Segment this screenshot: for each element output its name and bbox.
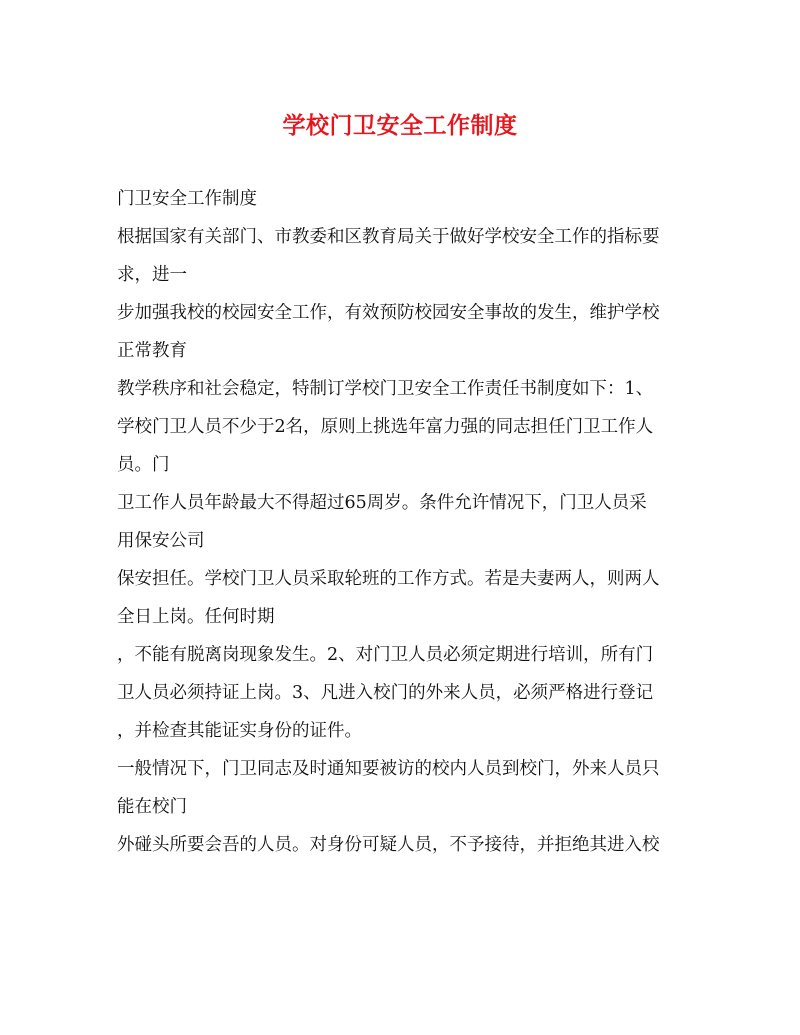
body-line: 用保安公司 xyxy=(117,531,205,551)
body-line: 全日上岗。任何时期 xyxy=(117,607,275,627)
body-line: 步加强我校的校园安全工作，有效预防校园安全事故的发生，维护学校 xyxy=(117,303,660,323)
document-title: 学校门卫安全工作制度 xyxy=(282,113,518,139)
body-line: 门卫安全工作制度 xyxy=(117,189,257,209)
body-line: 保安担任。学校门卫人员采取轮班的工作方式。若是夫妻两人，则两人 xyxy=(117,569,660,589)
body-line: ，并检查其能证实身份的证件。 xyxy=(117,721,362,741)
body-line: 卫工作人员年龄最大不得超过65周岁。条件允许情况下，门卫人员采 xyxy=(117,493,647,513)
body-line: 卫人员必须持证上岗。3、凡进入校门的外来人员，必须严格进行登记 xyxy=(117,683,654,703)
body-line: 教学秩序和社会稳定，特制订学校门卫安全工作责任书制度如下：1、 xyxy=(117,379,654,399)
body-line: 正常教育 xyxy=(117,341,187,361)
document-body xyxy=(117,180,697,864)
body-line: 能在校门 xyxy=(117,797,187,817)
body-line: 员。门 xyxy=(117,455,170,475)
body-line: ，不能有脱离岗现象发生。2、对门卫人员必须定期进行培训，所有门 xyxy=(117,645,654,665)
body-line: 求，进一 xyxy=(117,265,187,285)
body-line: 学校门卫人员不少于2名，原则上挑选年富力强的同志担任门卫工作人 xyxy=(117,417,654,437)
body-line: 一般情况下，门卫同志及时通知要被访的校内人员到校门，外来人员只 xyxy=(117,759,660,779)
body-line: 根据国家有关部门、市教委和区教育局关于做好学校安全工作的指标要 xyxy=(117,227,660,247)
body-line: 外碰头所要会吾的人员。对身份可疑人员，不予接待，并拒绝其进入校 xyxy=(117,835,660,855)
